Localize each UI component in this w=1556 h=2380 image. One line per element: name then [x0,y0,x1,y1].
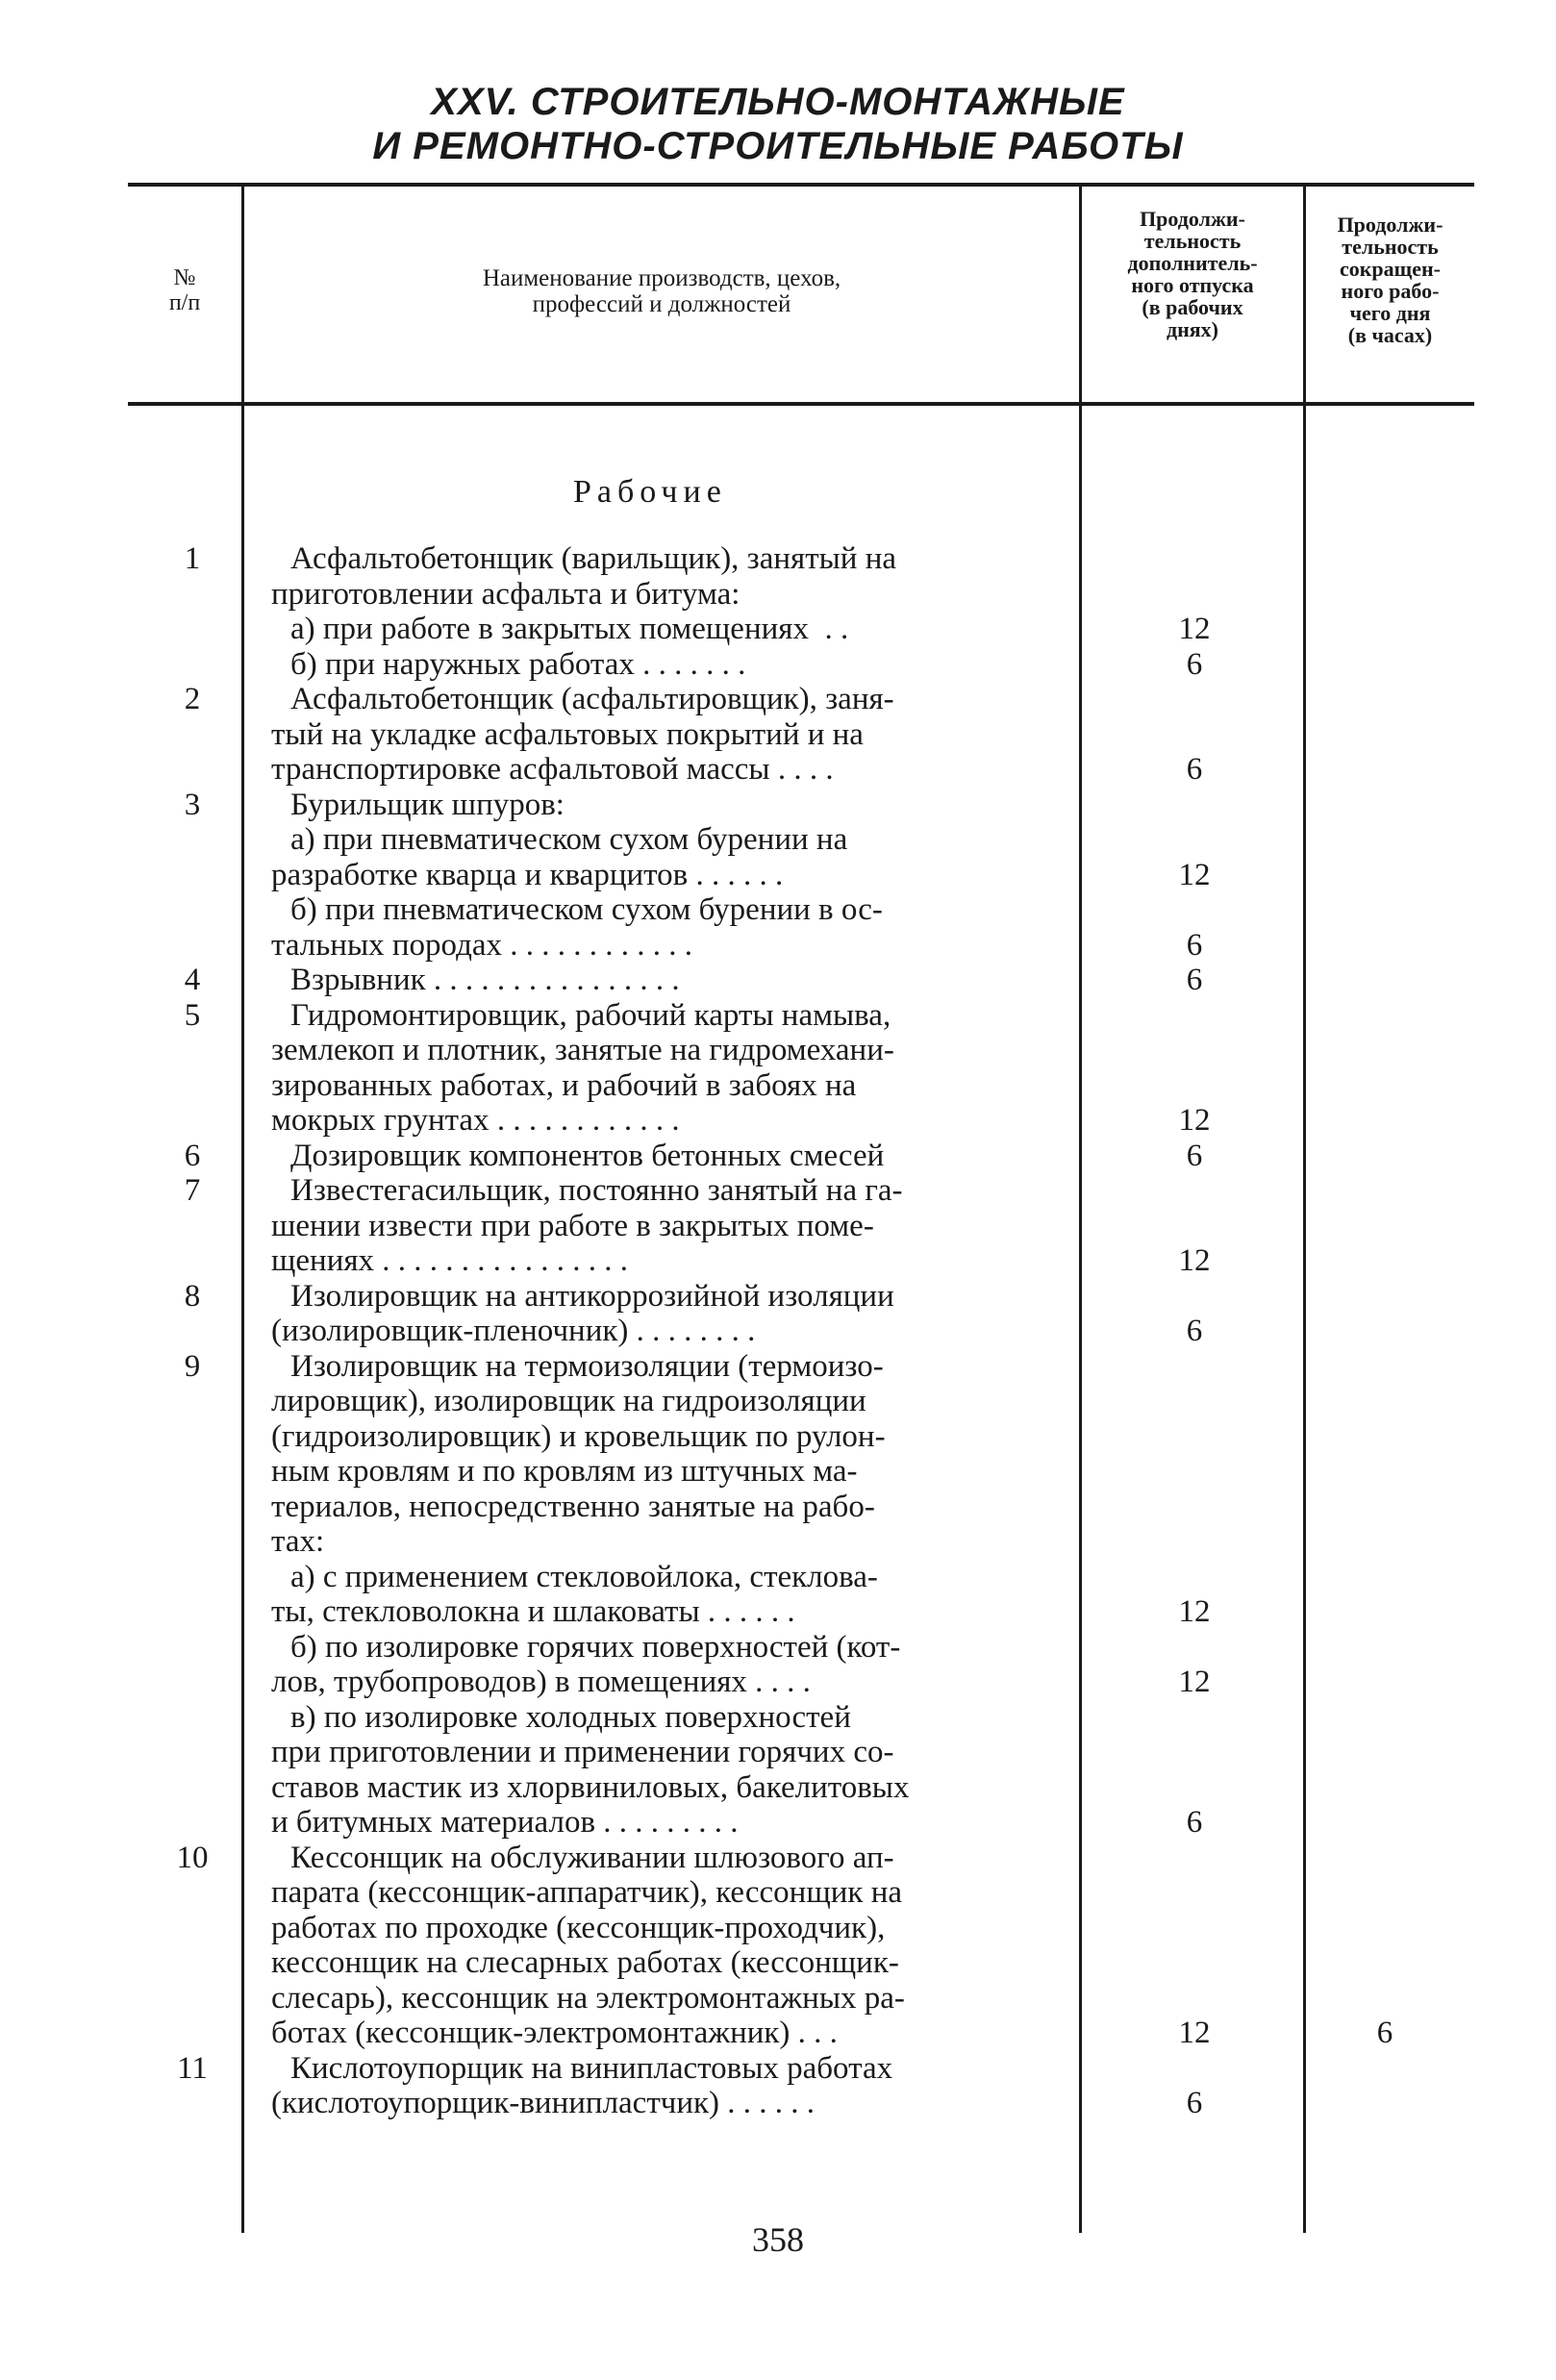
row-text: разработке кварца и кварцитов . . . . . . [271,858,784,892]
section-title: Рабочие [573,474,727,510]
vacation-days: 6 [1186,752,1203,787]
row-text: б) по изолировке горячих поверхностей (кот- [290,1630,901,1665]
heading-line-2: И РЕМОНТНО-СТРОИТЕЛЬНЫЕ РАБОТЫ [372,125,1184,167]
row-text: лов, трубопроводов) в помещениях . . . . [271,1665,811,1699]
row-text: тый на укладке асфальтовых покрытий и на [271,717,864,752]
vacation-days: 6 [1186,647,1203,682]
vacation-days: 6 [1186,1139,1203,1173]
row-text: тах: [271,1524,325,1559]
vacation-days: 12 [1178,1243,1211,1278]
row-text: кессонщик на слесарных работах (кессонщик- [271,1945,899,1980]
row-text: Кислотоупорщик на винипластовых работах [290,2051,893,2086]
row-number: 8 [184,1279,201,1314]
vacation-days: 12 [1178,1103,1211,1138]
row-text: (гидроизолировщик) и кровельщик по рулон- [271,1419,886,1454]
header-vacation-line: (в рабочих [1142,295,1243,319]
header-name [244,265,1079,317]
row-text: б) при наружных работах . . . . . . . [290,647,746,682]
row-text: лировщик), изолировщик на гидроизоляции [271,1384,866,1418]
body-divider-2 [1079,406,1082,2233]
vacation-days: 12 [1178,2016,1211,2050]
row-text: ставов мастик из хлорвиниловых, бакелитовых [271,1770,910,1805]
heading-line-1: XXV. СТРОИТЕЛЬНО-МОНТАЖНЫЕ [431,81,1125,123]
shortday-hours: 6 [1376,2016,1393,2050]
header-vacation-line: тельность [1143,229,1242,253]
header-number-line: п/п [168,290,201,315]
vacation-days: 6 [1186,2086,1203,2120]
row-text: Бурильщик шпуров: [290,788,565,822]
header-shortday-line: ного рабо- [1341,279,1440,303]
row-text: работах по проходке (кессонщик-проходчик), [271,1911,886,1945]
row-text: при приготовлении и применении горячих со- [271,1735,894,1769]
row-number: 1 [184,541,201,576]
row-text: мокрых грунтах . . . . . . . . . . . . [271,1103,680,1138]
row-text: транспортировке асфальтовой массы . . . . [271,752,834,787]
row-text: щениях . . . . . . . . . . . . . . . . [271,1243,629,1278]
row-text: (изолировщик-пленочник) . . . . . . . . [271,1314,756,1348]
header-number-line: № [173,265,196,290]
row-number: 3 [184,788,201,822]
vacation-days: 6 [1186,963,1203,997]
header-vacation-line: ного отпуска [1131,273,1254,297]
row-number: 2 [184,682,201,716]
page-number: 358 [752,2220,804,2259]
row-text: Кессонщик на обслуживании шлюзового ап- [290,1841,894,1875]
row-text: Асфальтобетонщик (варильщик), занятый на [290,541,897,576]
row-text: землекоп и плотник, занятые на гидромехани- [271,1033,894,1067]
row-text: тальных породах . . . . . . . . . . . . [271,928,693,963]
vacation-days: 6 [1186,1805,1203,1840]
row-text: приготовлении асфальта и битума: [271,577,740,612]
row-text: а) с применением стекловойлока, стеклова- [290,1560,878,1594]
row-text: а) при пневматическом сухом бурении на [290,822,848,857]
header-number [128,265,241,315]
row-text: ты, стекловолокна и шлаковаты . . . . . . [271,1594,795,1629]
vacation-days: 6 [1186,928,1203,963]
header-vacation-line: Продолжи- [1140,207,1245,231]
row-number: 11 [177,2051,208,2086]
header-vacation-line: дополнитель- [1127,251,1258,275]
row-text: ботах (кессонщик-электромонтажник) . . . [271,2016,838,2050]
row-number: 6 [184,1139,201,1173]
header-vacation [1082,208,1303,340]
header-name-line: Наименование производств, цехов, [482,265,841,291]
row-text: ным кровлям и по кровлям из штучных ма- [271,1454,858,1489]
body-divider-3 [1303,406,1306,2233]
header-shortday-line: (в часах) [1347,323,1433,347]
row-text: Изолировщик на термоизоляции (термоизо- [290,1349,884,1384]
row-text: Известегасильщик, постоянно занятый на га- [290,1173,903,1208]
row-text: Изолировщик на антикоррозийной изоляции [290,1279,894,1314]
row-text: слесарь), кессонщик на электромонтажных ра- [271,1981,905,2016]
header-shortday-line: чего дня [1349,301,1431,325]
vacation-days: 12 [1178,612,1211,646]
row-text: парата (кессонщик-аппаратчик), кессонщик на [271,1875,903,1910]
vacation-days: 12 [1178,1594,1211,1629]
row-text: зированных работах, и рабочий в забоях на [271,1068,857,1103]
table-top-rule [128,183,1474,187]
row-text: б) при пневматическом сухом бурении в ос- [290,892,883,927]
row-text: Взрывник . . . . . . . . . . . . . . . . [290,963,680,997]
row-number: 9 [184,1349,201,1384]
body-divider-1 [241,406,244,2233]
row-text: Асфальтобетонщик (асфальтировщик), заня- [290,682,894,716]
header-vacation-line: днях) [1166,317,1219,341]
header-name-line: профессий и должностей [532,291,791,317]
row-number: 10 [176,1841,209,1875]
row-text: Дозировщик компонентов бетонных смесей [290,1139,885,1173]
vacation-days: 6 [1186,1314,1203,1348]
row-text: в) по изолировке холодных поверхностей [290,1700,851,1735]
vacation-days: 12 [1178,858,1211,892]
row-text: а) при работе в закрытых помещениях . . [290,612,849,646]
vacation-days: 12 [1178,1665,1211,1699]
row-text: териалов, непосредственно занятые на рабо- [271,1490,875,1524]
row-text: Гидромонтировщик, рабочий карты намыва, [290,998,891,1033]
header-shortday [1306,213,1474,346]
header-shortday-line: Продолжи- [1337,213,1443,237]
row-number: 7 [184,1173,201,1208]
row-text: шении извести при работе в закрытых поме- [271,1209,874,1243]
header-bottom-rule [128,402,1474,406]
header-shortday-line: тельность [1342,235,1439,259]
row-text: и битумных материалов . . . . . . . . . [271,1805,739,1840]
row-number: 4 [184,963,201,997]
row-number: 5 [184,998,201,1033]
header-shortday-line: сокращен- [1339,257,1441,281]
row-text: (кислотоупорщик-винипластчик) . . . . . . [271,2086,816,2120]
